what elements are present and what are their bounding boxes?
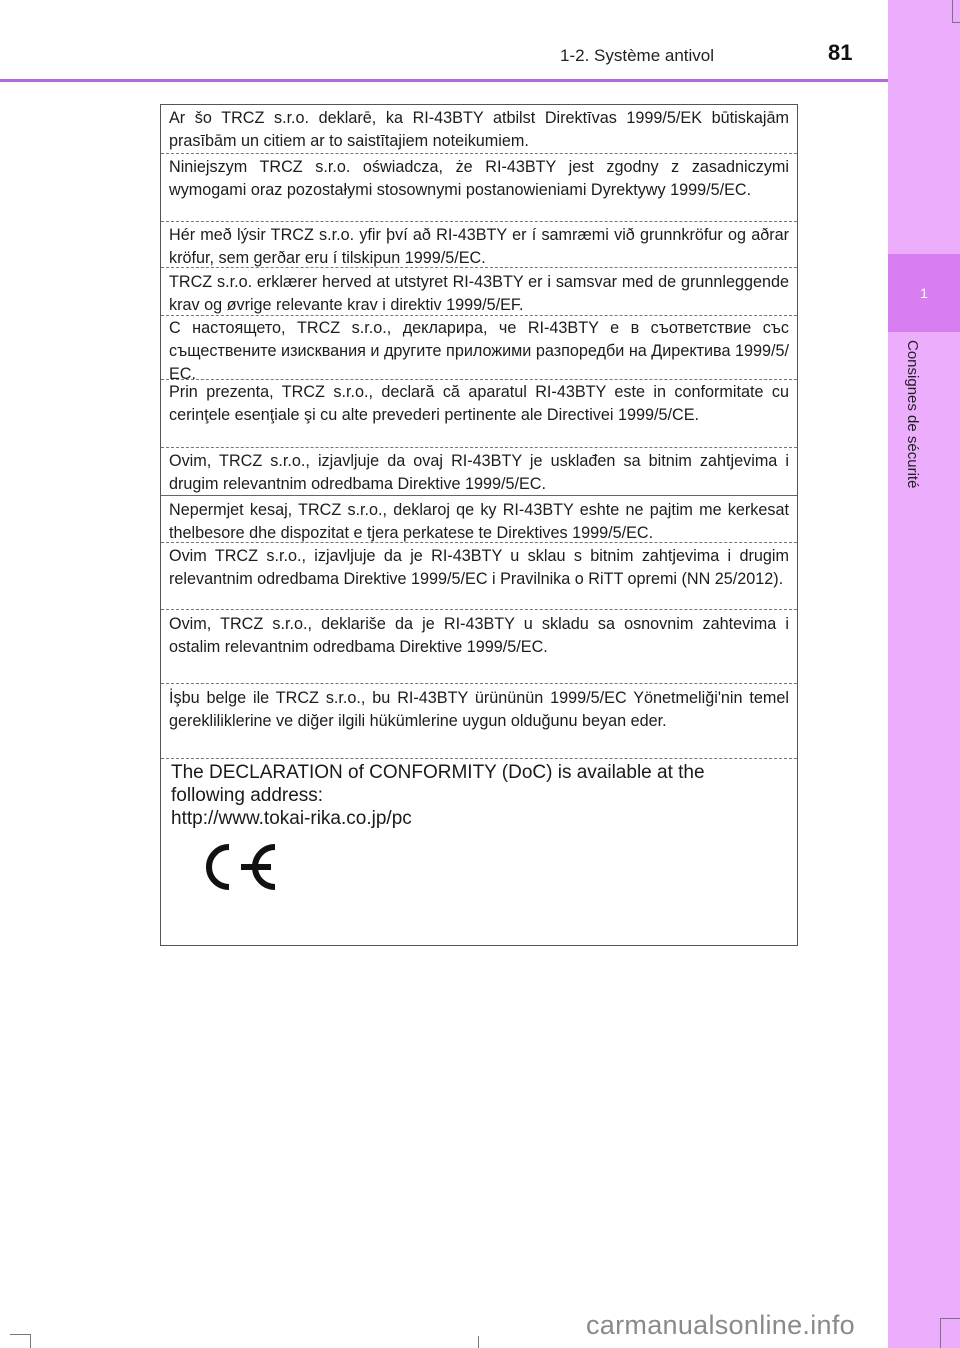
separator bbox=[161, 542, 797, 543]
separator bbox=[161, 609, 797, 610]
declaration-croatian: Ovim TRCZ s.r.o., izjavljuje da je RI-43BTY u sklau s bitnim zahtjevima i drugim relevantnim odredbama Direktive 1999/5/EC i Pravilnika o RiTT opremi (NN 25/2012). bbox=[169, 547, 789, 588]
declaration-turkish: İşbu belge ile TRCZ s.r.o., bu RI-43BTY ürününün 1999/5/EC Yönetmeliği'nin temel gerekliliklerine ve diğer ilgili hükümlerine uygun olduğunu beyan eder. bbox=[169, 689, 789, 730]
page-number: 81 bbox=[828, 40, 853, 65]
separator bbox=[161, 221, 797, 222]
side-tab bbox=[888, 0, 960, 1348]
declaration-icelandic: Hér með lýsir TRCZ s.r.o. yfir því að RI-43BTY er í samræmi við grunnkröfur og aðrar kröfur, sem gerðar eru í tilskipun 1999/5/EC. bbox=[169, 226, 789, 267]
declaration-serbian: Ovim, TRCZ s.r.o., deklariše da je RI-43BTY u skladu sa osnovnim zahtevima i ostalim relevantnim odredbama Direktive 1999/5/EC. bbox=[169, 615, 789, 656]
doc-url: http://www.tokai-rika.co.jp/pc bbox=[171, 808, 412, 829]
declaration-polish: Niniejszym TRCZ s.r.o. oświadcza, że RI-43BTY jest zgodny z zasadniczymi wymogami oraz pozostałymi stosownymi postanowieniami Dyrektywy 1999/5/EC. bbox=[169, 158, 789, 199]
header-rule bbox=[0, 79, 888, 82]
declaration-bulgarian: С настоящето, TRCZ s.r.o., декларира, че RI-43BTY е в съответствие със съществените изисквания и другите приложими разпоредби на Директива 1999/5/ЕС. bbox=[169, 319, 789, 383]
crop-mark bbox=[10, 1334, 30, 1335]
separator bbox=[161, 379, 797, 380]
separator bbox=[161, 315, 797, 316]
declaration-bosnian: Ovim, TRCZ s.r.o., izjavljuje da ovaj RI-43BTY je usklađen sa bitnim zahtjevima i drugim relevantnim odredbama Direktive 1999/5/EC. bbox=[169, 452, 789, 493]
crop-mark bbox=[478, 1336, 479, 1348]
chapter-label: Consignes de sécurité bbox=[904, 340, 921, 489]
doc-notice-line1: The DECLARATION of CONFORMITY (DoC) is available at the bbox=[171, 762, 705, 783]
watermark: carmanualsonline.info bbox=[586, 1310, 855, 1340]
separator bbox=[161, 153, 797, 154]
chapter-number: 1 bbox=[920, 285, 928, 301]
crop-mark bbox=[952, 22, 960, 23]
doc-notice bbox=[171, 761, 771, 830]
declaration-romanian: Prin prezenta, TRCZ s.r.o., declară că aparatul RI-43BTY este in conformitate cu cerinţele esenţiale şi cu alte prevederi pertinente ale Directivei 1999/5/CE. bbox=[169, 383, 789, 424]
separator bbox=[161, 267, 797, 268]
crop-mark bbox=[30, 1334, 31, 1348]
doc-notice-line2: following address: bbox=[171, 785, 324, 806]
declaration-box bbox=[160, 104, 798, 946]
declaration-latvian: Ar šo TRCZ s.r.o. deklarē, ka RI-43BTY atbilst Direktīvas 1999/5/EK būtiskajām prasībām un citiem ar to saistītajiem noteikumiem. bbox=[169, 109, 789, 150]
crop-mark bbox=[952, 0, 953, 22]
declaration-albanian: Nepermjet kesaj, TRCZ s.r.o., deklaroj qe ky RI-43BTY eshte ne pajtim me kerkesat thelbesore dhe dispozitat e tjera perkatese te Direktives 1999/5/EC. bbox=[169, 501, 789, 542]
crop-mark bbox=[940, 1318, 960, 1319]
separator bbox=[161, 758, 797, 759]
chapter-tab bbox=[888, 254, 960, 332]
separator bbox=[161, 447, 797, 448]
section-title: 1-2. Système antivol bbox=[560, 46, 715, 65]
ce-mark-icon bbox=[195, 839, 291, 895]
separator bbox=[161, 683, 797, 684]
crop-mark bbox=[940, 1318, 941, 1348]
separator bbox=[161, 495, 797, 496]
declaration-norwegian: TRCZ s.r.o. erklærer herved at utstyret RI-43BTY er i samsvar med de grunnleggende krav og øvrige relevante krav i direktiv 1999/5/EF. bbox=[169, 273, 789, 314]
